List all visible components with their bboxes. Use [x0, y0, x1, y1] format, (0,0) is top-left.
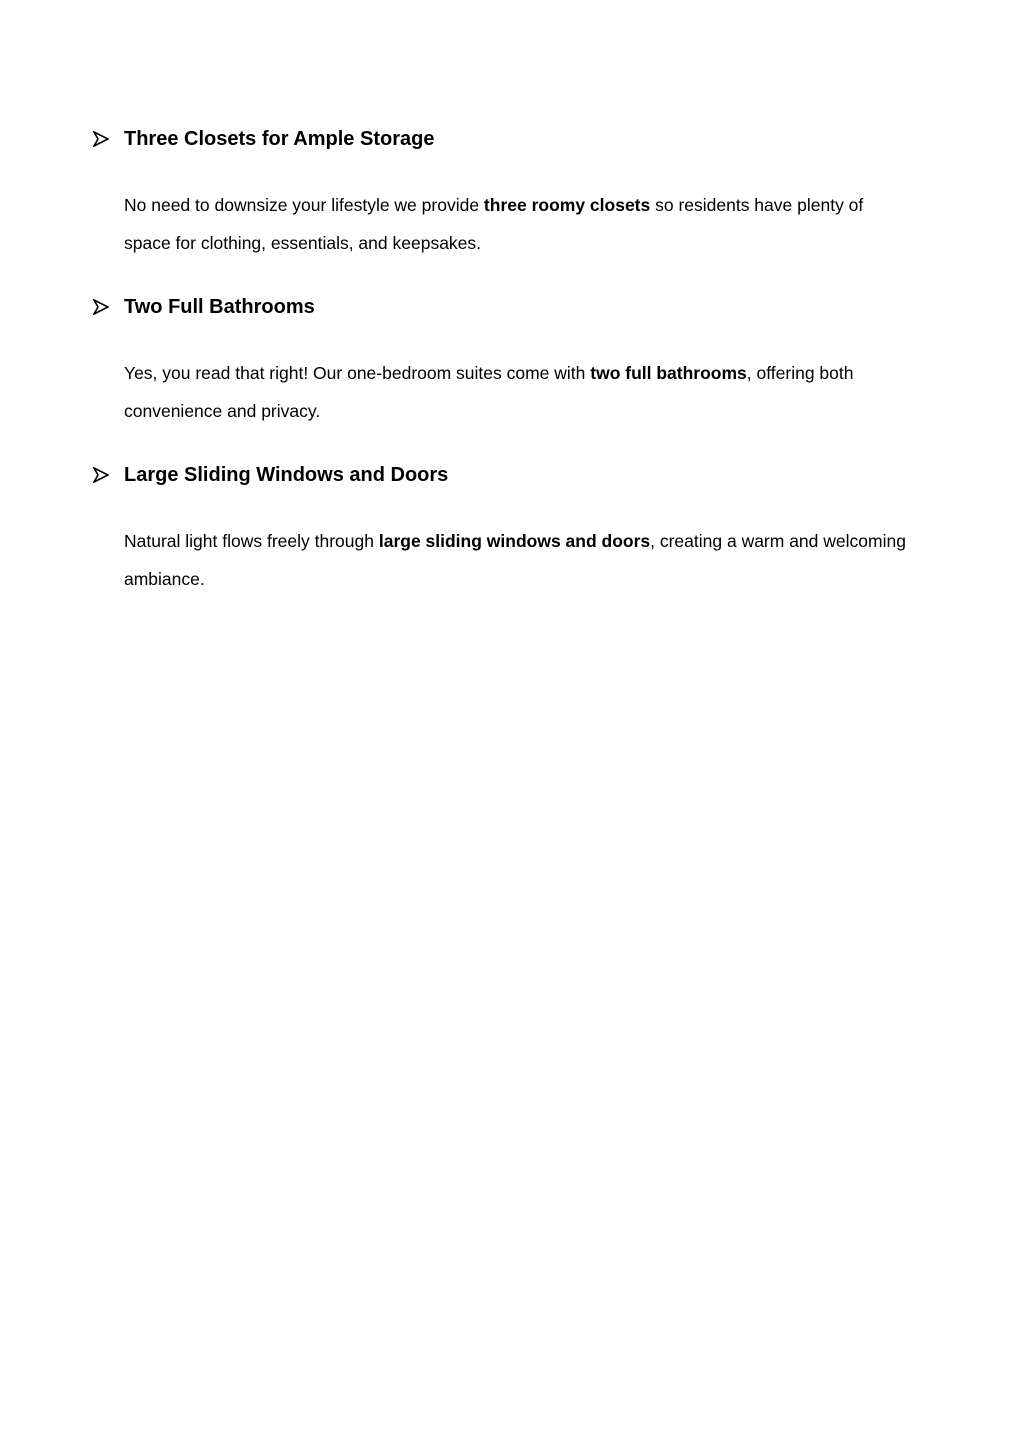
section-body [124, 522, 914, 598]
section-heading-text: Three Closets for Ample Storage [124, 128, 435, 150]
body-text-emphasis: large sliding windows and doors [378, 531, 651, 551]
section-body [124, 354, 914, 430]
arrowhead-bullet-icon [93, 467, 109, 483]
body-text-end: , creating a warm and welcoming ambiance. [124, 531, 906, 589]
feature-section-bathrooms [93, 292, 913, 421]
feature-section-windows [93, 460, 913, 589]
body-text-start: Natural light flows freely through [124, 531, 379, 551]
arrowhead-bullet-icon [93, 299, 109, 315]
section-heading [93, 460, 913, 490]
section-body [124, 186, 914, 262]
arrowhead-bullet-icon [93, 131, 109, 147]
section-heading [93, 292, 913, 322]
body-text-start: No need to downsize your lifestyle we provide [124, 195, 484, 215]
body-text-start: Yes, you read that right! Our one-bedroom suites come with [124, 363, 591, 383]
section-heading-text: Two Full Bathrooms [124, 296, 315, 318]
body-text-end: , offering both convenience and privacy. [124, 363, 854, 421]
body-text-emphasis: two full bathrooms [590, 363, 747, 383]
section-heading-text: Large Sliding Windows and Doors [124, 464, 449, 486]
body-text-emphasis: three roomy closets [483, 195, 651, 215]
body-text-end: so residents have plenty of space for clothing, essentials, and keepsakes. [124, 195, 864, 253]
section-heading [93, 124, 913, 154]
feature-section-closets [93, 124, 913, 253]
